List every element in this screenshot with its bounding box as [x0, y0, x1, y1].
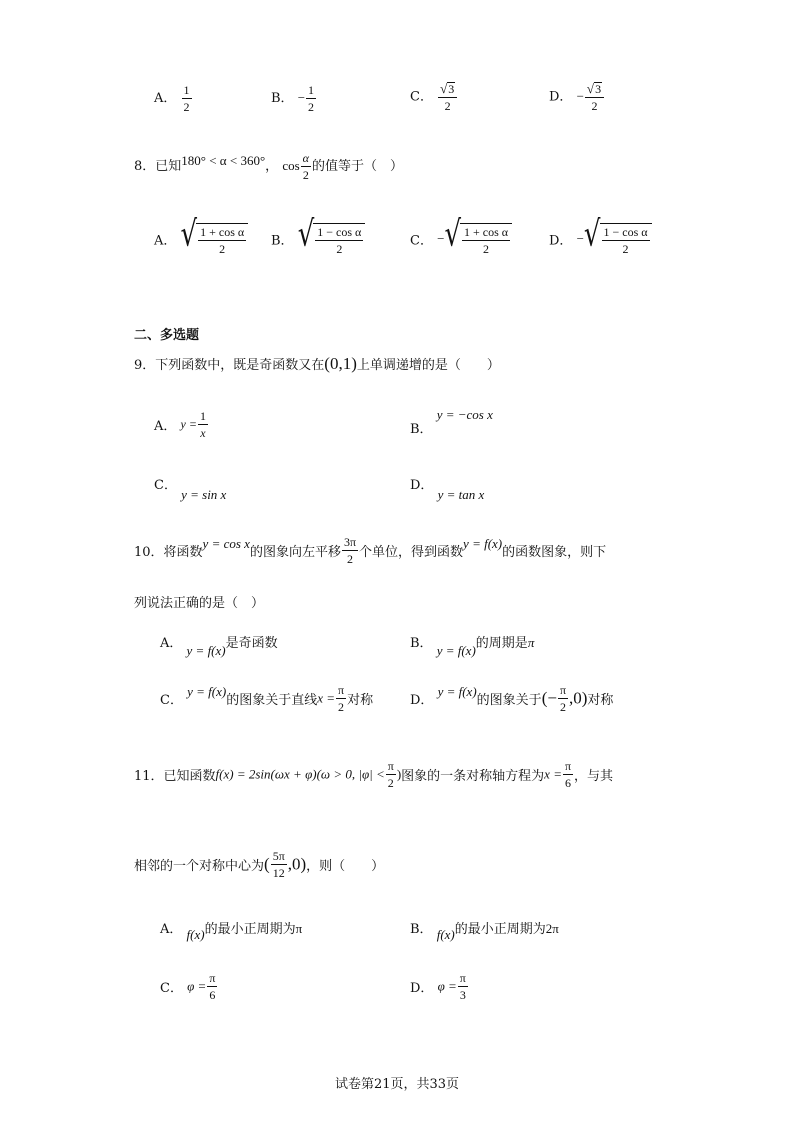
question-11-line2: 相邻的一个对称中心为( $\frac{5\pi}{12}$ ,0)，则（ ） — [134, 849, 385, 880]
q10-option-d: D． y = f(x)的图象关于(− $\frac{\pi}{2}$ ,0)对称 — [410, 683, 614, 714]
fraction: $\frac{1}{2}$ — [183, 83, 190, 114]
q10-option-b: B． y = f(x)的周期是π — [410, 635, 535, 658]
section-title: 二、多选题 — [134, 328, 200, 343]
fraction: √ 3 2 — [438, 82, 457, 112]
q7-option-d: D． − √ 3 2 — [549, 82, 605, 112]
sqrt-expression: √ $\frac{\text{1 + cos α}}{2}$ — [444, 223, 512, 255]
q7-option-c: C． √ 3 2 — [410, 82, 458, 112]
q8-option-a: A． √ $\frac{\text{1 + cos α}}{2}$ — [154, 223, 248, 255]
q7-option-b: B． − $\frac{1}{2}$ — [271, 83, 315, 114]
question-10-stem: 10．将函数y = cos x的图象向左平移 $\frac{3\pi}{2}$ 个单位，得到函数y = f(x)的函数图象，则下 — [134, 535, 607, 566]
fraction: $\frac{1}{2}$ — [308, 83, 315, 114]
q9-option-c: C． y = sin x — [154, 478, 227, 502]
q11-option-a: A． f(x)的最小正周期为π — [160, 921, 303, 942]
q8-option-d: D． − √ $\frac{\text{1 − cos α}}{2}$ — [549, 223, 652, 255]
fraction: √ 3 2 — [585, 82, 604, 112]
sqrt-expression: √ $\frac{\text{1 + cos α}}{2}$ — [181, 223, 249, 255]
fraction: $\frac{\alpha}{2}$ — [302, 151, 309, 182]
sqrt-expression: √ $\frac{\text{1 − cos α}}{2}$ — [298, 223, 366, 255]
q10-option-a: A． y = f(x)是奇函数 — [160, 636, 278, 658]
q11-option-c: C． φ = $\frac{\pi}{6}$ — [160, 971, 216, 1002]
question-8-stem: 8．已知180° < α < 360°， cos $\frac{\alpha}{2}$ 的值等于（ ） — [134, 151, 403, 182]
page-footer: 试卷第21页，共33页 — [334, 1077, 460, 1092]
question-11-stem: 11．已知函数f(x) = 2sin(ωx + φ)(ω > 0, |φ| < $\frac{\pi}{2}$ )图象的一条对称轴方程为x = $\frac{\pi}{6}$ ，与其 — [134, 759, 614, 790]
q11-option-d: D． φ = $\frac{\pi}{3}$ — [410, 971, 466, 1002]
q9-option-d: D． y = tan x — [410, 478, 485, 502]
q11-option-b: B． f(x)的最小正周期为2π — [410, 921, 559, 942]
q10-option-c: C． y = f(x)的图象关于直线x = $\frac{\pi}{2}$ 对称 — [160, 683, 374, 714]
sqrt-expression: √ $\frac{\text{1 − cos α}}{2}$ — [584, 223, 652, 255]
q9-option-b: B． y = −cos x — [410, 407, 493, 437]
q9-option-a: A． y = $\frac{1}{x}$ — [154, 409, 206, 440]
q8-option-b: B． √ $\frac{\text{1 − cos α}}{2}$ — [271, 223, 365, 255]
question-9-stem: 9．下列函数中，既是奇函数又在(0,1)上单调递增的是（ ） — [134, 354, 500, 373]
q8-option-c: C． − √ $\frac{\text{1 + cos α}}{2}$ — [410, 223, 512, 255]
question-10-line2: 列说法正确的是（ ） — [134, 596, 265, 611]
q7-option-a: A． $\frac{1}{2}$ — [154, 83, 190, 114]
